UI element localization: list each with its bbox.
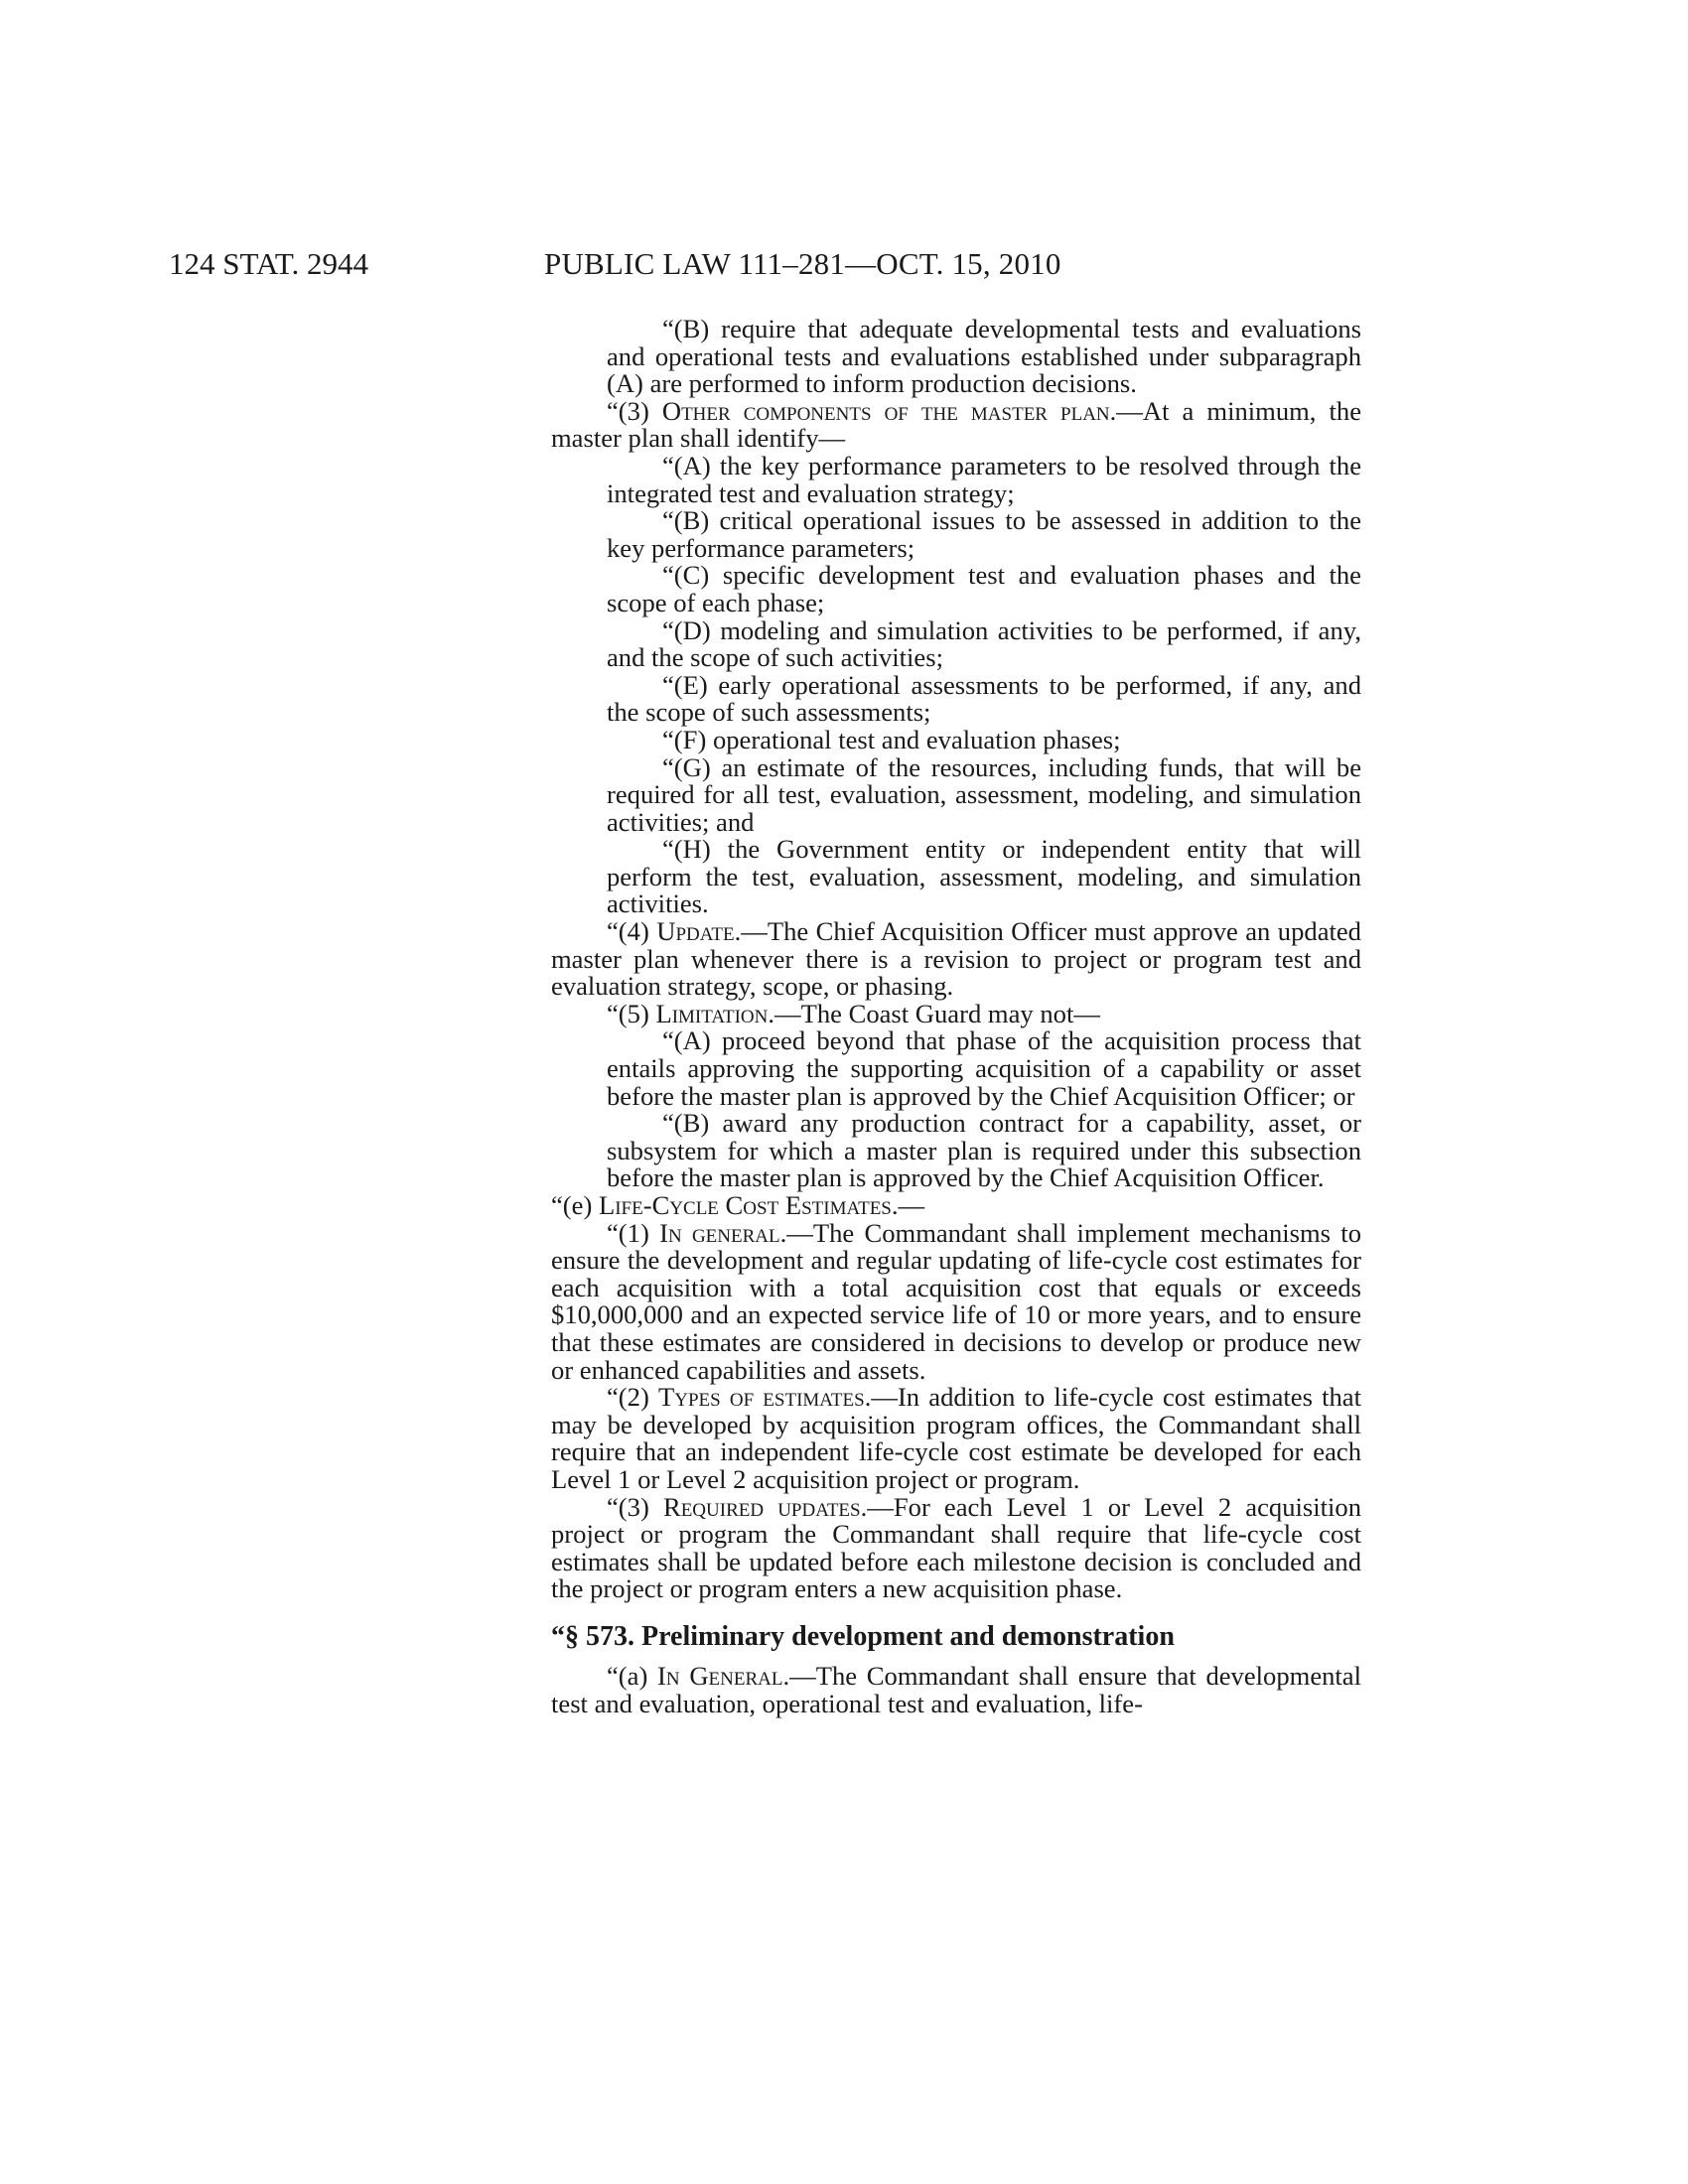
paragraph-text: “(2) (607, 1382, 658, 1413)
paragraph (551, 1192, 1361, 1220)
statute-text (551, 316, 1361, 1717)
paragraph-text: “(B) award any production contract for a capability, asset, or subsystem for which a master plan is required under this subsection before the master plan is approved by the Chief Acquisition Officer. (607, 1108, 1361, 1193)
paragraph-text: “(e) (551, 1190, 599, 1220)
paragraph (551, 1027, 1361, 1110)
paragraph-text: “(A) proceed beyond that phase of the acquisition process that entails approving the supporting acquisition of a capability or asset before the master plan is approved by the Chief Acquisition Officer; or (607, 1025, 1361, 1111)
paragraph (551, 1660, 1362, 1718)
paragraph (551, 450, 1361, 508)
paragraph (551, 998, 1361, 1028)
section-paragraph-list (551, 1660, 1362, 1718)
paragraph-text: “(3) (607, 395, 662, 426)
paragraph (551, 669, 1361, 728)
paragraph-heading: Types of estimates (657, 1382, 865, 1413)
paragraph-heading: Life-Cycle Cost Estimates (598, 1190, 892, 1220)
running-header: PUBLIC LAW 111–281—OCT. 15, 2010 (544, 246, 1061, 281)
paragraph-text: “(B) critical operational issues to be assessed in addition to the key performance parameters; (607, 505, 1361, 563)
paragraph (551, 1491, 1361, 1604)
paragraph-text: .—The Chief Acquisition Officer must approve an updated master plan whenever there is a revision to project or program test and evaluation strategy, scope, or phasing. (551, 916, 1361, 1002)
paragraph-text: “(1) (607, 1217, 660, 1248)
paragraph-text: “(3) (607, 1491, 663, 1522)
paragraph-text: “(A) the key performance parameters to be resolved through the integrated test and evaluation strategy; (607, 450, 1361, 508)
paragraph (551, 751, 1361, 837)
paragraph-text: “(5) (607, 998, 656, 1028)
paragraph-heading: Required updates (662, 1491, 861, 1522)
paragraph-text: “(H) the Government entity or independent entity that will perform the test, evaluation, assessment, modeling, and simulation activities. (607, 834, 1361, 919)
paragraph-heading: In general (659, 1217, 780, 1248)
paragraph-text: .—The Commandant shall implement mechanisms to ensure the development and regular updating of life-cycle cost estimates for each acquisition with a total acquisition cost that equals or exceeds $10,000,000 and an expected service life of 10 or more years, and to ensure that these estimates are considered in decisions to develop or produce new or enhanced capabilities and assets. (551, 1217, 1361, 1385)
paragraph (551, 316, 1361, 398)
paragraph (551, 918, 1361, 1001)
paragraph-heading: Limitation (655, 998, 769, 1028)
page-number-citation: 124 STAT. 2944 (169, 246, 369, 281)
paragraph (551, 562, 1361, 616)
paragraph-text: “(a) (607, 1660, 658, 1691)
paragraph-text: .—In addition to life-cycle cost estimates that may be developed by acquisition program offices, the Commandant shall require that an independent life-cycle cost estimate be developed for each Level 1 or Level 2 acquisition project or program. (551, 1382, 1361, 1494)
paragraph-text: .—The Coast Guard may not— (768, 998, 1100, 1028)
paragraph-text: “(C) specific development test and evaluation phases and the scope of each phase; (607, 560, 1361, 617)
paragraph (551, 1384, 1361, 1493)
paragraph (551, 1110, 1361, 1192)
paragraph-heading: In General (657, 1660, 783, 1691)
paragraph-heading: Update (656, 916, 735, 947)
paragraph-list (551, 316, 1361, 1603)
paragraph-text: .—For each Level 1 or Level 2 acquisition project or program the Commandant shall require that life-cycle cost estimates shall be updated before each milestone decision is concluded and the project or program enters a new acquisition phase. (551, 1491, 1361, 1604)
paragraph (551, 1217, 1361, 1385)
paragraph-text: “(4) (607, 916, 657, 947)
paragraph (551, 395, 1361, 454)
paragraph-text: .—The Commandant shall ensure that developmental test and evaluation, operational test and evaluation, life- (551, 1660, 1362, 1718)
paragraph-text: “(G) an estimate of the resources, including funds, that will be required for all test, evaluation, assessment, modeling, and simulation activities; and (607, 751, 1361, 837)
paragraph (551, 507, 1361, 562)
paragraph-heading: Other components of the master plan (661, 395, 1110, 426)
paragraph-text: “(E) early operational assessments to be performed, if any, and the scope of such assessments; (607, 669, 1361, 728)
paragraph-text: .—At a minimum, the master plan shall identify— (551, 395, 1361, 454)
section-heading: “§ 573. Preliminary development and demonstration (551, 1620, 1175, 1652)
paragraph-text: .— (891, 1190, 925, 1220)
paragraph (551, 724, 1361, 754)
paragraph-text: “(B) require that adequate developmental tests and evaluations and operational tests and evaluations established under subparagraph (A) are performed to inform production decisions. (607, 314, 1361, 399)
paragraph (551, 836, 1361, 918)
paragraph (551, 614, 1361, 673)
paragraph-text: “(F) operational test and evaluation phases; (662, 724, 1121, 754)
paragraph-text: “(D) modeling and simulation activities to be performed, if any, and the scope of such activities; (607, 614, 1361, 673)
